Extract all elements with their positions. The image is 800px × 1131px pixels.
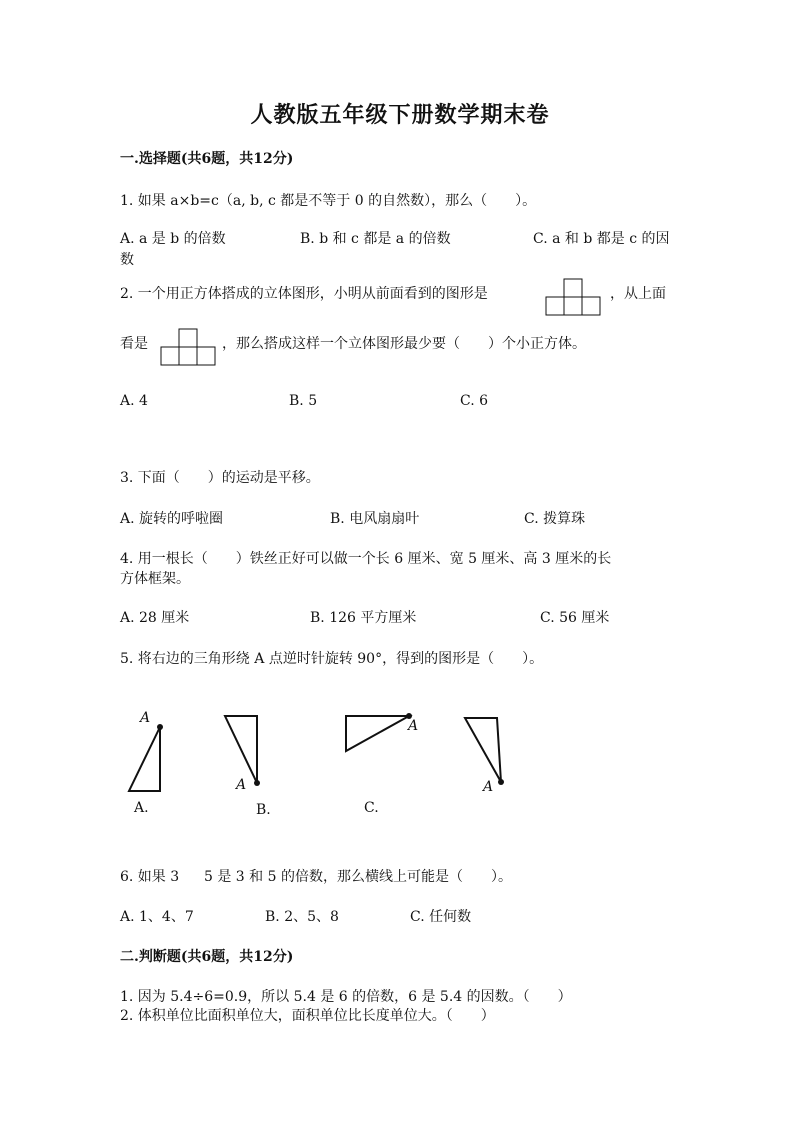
figure-label-c: C. xyxy=(364,800,379,816)
question-3-option-c[interactable]: C. 拨算珠 xyxy=(524,511,586,527)
question-4-stem-wrap: 方体框架。 xyxy=(120,571,190,587)
question-2-stem-part1: 2. 一个用正方体搭成的立体图形，小明从前面看到的图形是 xyxy=(120,286,488,302)
question-6-option-b[interactable]: B. 2、5、8 xyxy=(265,909,339,925)
question-2-option-b[interactable]: B. 5 xyxy=(289,393,318,409)
front-view-figure xyxy=(545,278,603,316)
judgment-item-2: 2. 体积单位比面积单位大，面积单位比长度单位大。（ ） xyxy=(120,1008,495,1024)
reference-point-label: A xyxy=(483,779,494,795)
question-1-option-b[interactable]: B. b 和 c 都是 a 的倍数 xyxy=(300,231,451,247)
top-view-figure xyxy=(160,328,218,366)
question-6-option-c[interactable]: C. 任何数 xyxy=(410,909,472,925)
question-6-option-a[interactable]: A. 1、4、7 xyxy=(120,909,194,925)
figure-label-b: B. xyxy=(256,802,271,818)
question-2-stem-part3: 看是 xyxy=(120,336,148,352)
question-3-stem: 3. 下面（ ）的运动是平移。 xyxy=(120,470,320,486)
question-4-stem: 4. 用一根长（ ）铁丝正好可以做一个长 6 厘米、宽 5 厘米、高 3 厘米的长 xyxy=(120,551,612,567)
figure-label-a: A. xyxy=(134,800,149,816)
page-title: 人教版五年级下册数学期末卷 xyxy=(250,102,550,128)
question-2-stem-part2: ，从上面 xyxy=(610,286,666,302)
question-4-option-b[interactable]: B. 126 平方厘米 xyxy=(310,610,417,626)
triangle-a-point-label: A xyxy=(140,710,151,726)
question-4-option-a[interactable]: A. 28 厘米 xyxy=(120,610,190,626)
question-1-option-a[interactable]: A. a 是 b 的倍数 xyxy=(120,231,226,247)
question-2-stem-part4: ，那么搭成这样一个立体图形最少要（ ）个小正方体。 xyxy=(222,336,586,352)
question-3-option-a[interactable]: A. 旋转的呼啦圈 xyxy=(120,511,224,527)
question-2-option-c[interactable]: C. 6 xyxy=(460,393,489,409)
question-2-option-a[interactable]: A. 4 xyxy=(120,393,148,409)
judgment-item-1: 1. 因为 5.4÷6=0.9，所以 5.4 是 6 的倍数，6 是 5.4 的因数。（ ） xyxy=(120,989,572,1005)
question-1-stem: 1. 如果 a×b=c（a, b, c 都是不等于 0 的自然数），那么（ ）。 xyxy=(120,193,537,209)
section-heading-judgment: 二.判断题(共6题，共12分) xyxy=(120,949,294,965)
question-4-option-c[interactable]: C. 56 厘米 xyxy=(540,610,610,626)
question-6-stem-part1: 6. 如果 3 xyxy=(120,869,180,885)
section-heading-choice: 一.选择题(共6题，共12分) xyxy=(120,151,294,167)
question-3-option-b[interactable]: B. 电风扇扇叶 xyxy=(330,511,420,527)
triangle-c-point-label: A xyxy=(408,718,419,734)
triangle-b-point-label: A xyxy=(236,777,247,793)
question-1-option-c[interactable]: C. a 和 b 都是 c 的因 xyxy=(533,231,670,247)
question-5-stem: 5. 将右边的三角形绕 A 点逆时针旋转 90°，得到的图形是（ ）。 xyxy=(120,651,544,667)
question-1-option-c-wrap: 数 xyxy=(120,252,134,268)
question-6-stem-part2: 5 是 3 和 5 的倍数，那么横线上可能是（ ）。 xyxy=(204,869,512,885)
